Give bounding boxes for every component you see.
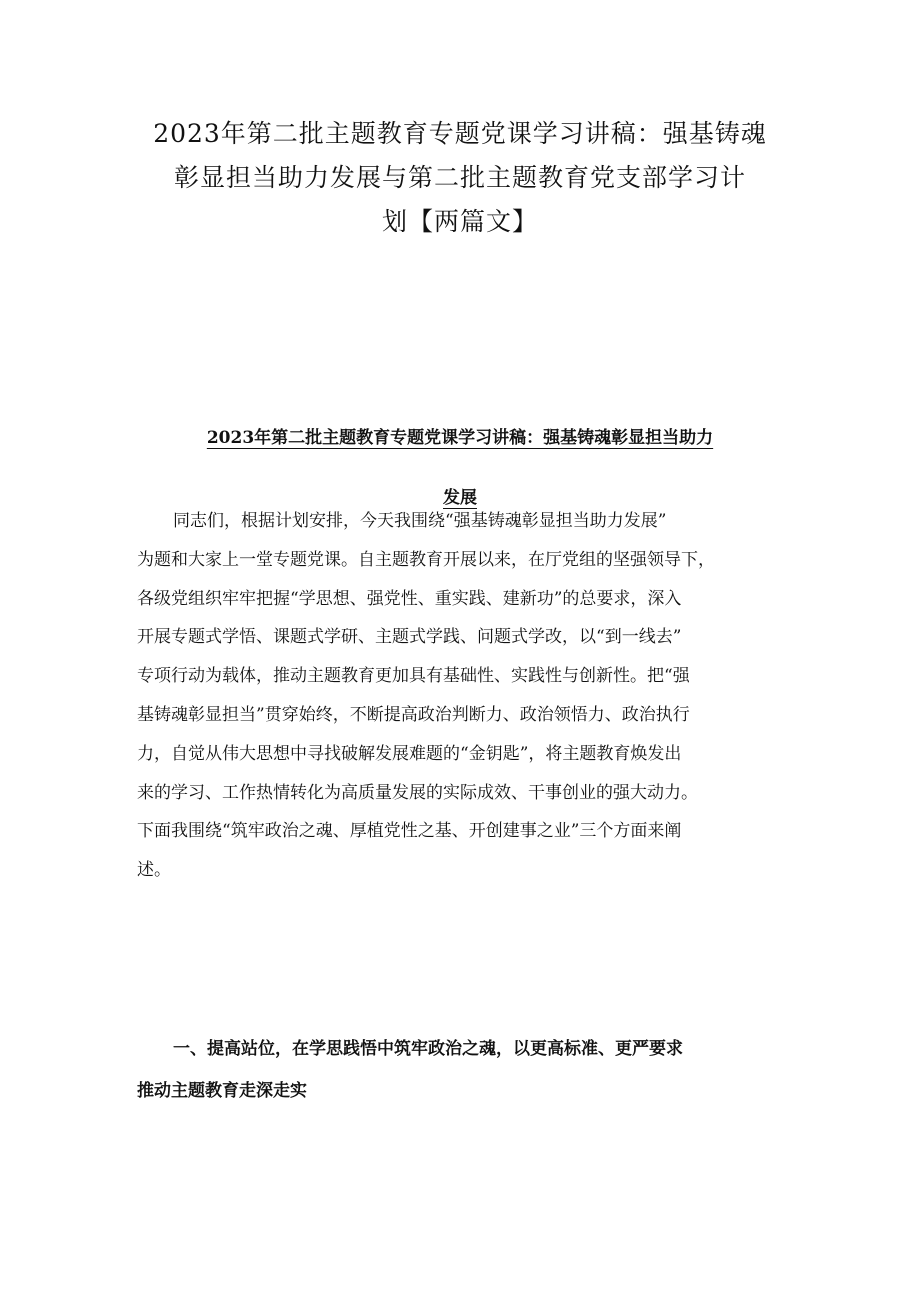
section-heading-line-2: 推动主题教育走深走实 [137,1081,307,1101]
paragraph-line: 为题和大家上一堂专题党课。自主题教育开展以来，在厅党组的坚强领导下， [137,549,715,570]
paragraph-line: 基铸魂彰显担当”贯穿始终，不断提高政治判断力、政治领悟力、政治执行 [137,704,690,725]
subtitle-line-2: 发展 [443,488,477,508]
paragraph-line: 同志们，根据计划安排，今天我围绕“强基铸魂彰显担当助力发展” [173,511,667,531]
main-title [100,112,820,244]
paragraph-line: 来的学习、工作热情转化为高质量发展的实际成效、干事创业的强大动力。 [137,782,698,803]
paragraph-line: 力，自觉从伟大思想中寻找破解发展难题的“金钥匙”，将主题教育焕发出 [137,743,682,764]
subtitle-line-1: 2023年第二批主题教育专题党课学习讲稿：强基铸魂彰显担当助力 [206,428,714,448]
paragraph-line: 开展专题式学悟、课题式学研、主题式学践、问题式学改，以“到一线去” [137,627,682,648]
intro-paragraph [137,502,797,890]
paragraph-line: 下面我围绕“筑牢政治之魂、厚植党性之基、开创建事之业”三个方面来阐 [137,821,682,842]
paragraph-line: 各级党组织牢牢把握“学思想、强党性、重实践、建新功”的总要求，深入 [137,588,682,609]
paragraph-line: 述。 [137,860,171,881]
section-heading-1 [137,1028,797,1112]
main-title-line-1: 2023年第二批主题教育专题党课学习讲稿：强基铸魂 [153,119,767,148]
main-title-line-2: 彰显担当助力发展与第二批主题教育党支部学习计 [173,163,746,192]
section-heading-line-1: 一、提高站位，在学思践悟中筑牢政治之魂，以更高标准、更严要求 [173,1039,683,1059]
paragraph-line: 专项行动为载体，推动主题教育更加具有基础性、实践性与创新性。把“强 [137,666,690,687]
main-title-line-3: 划【两篇文】 [381,207,538,236]
